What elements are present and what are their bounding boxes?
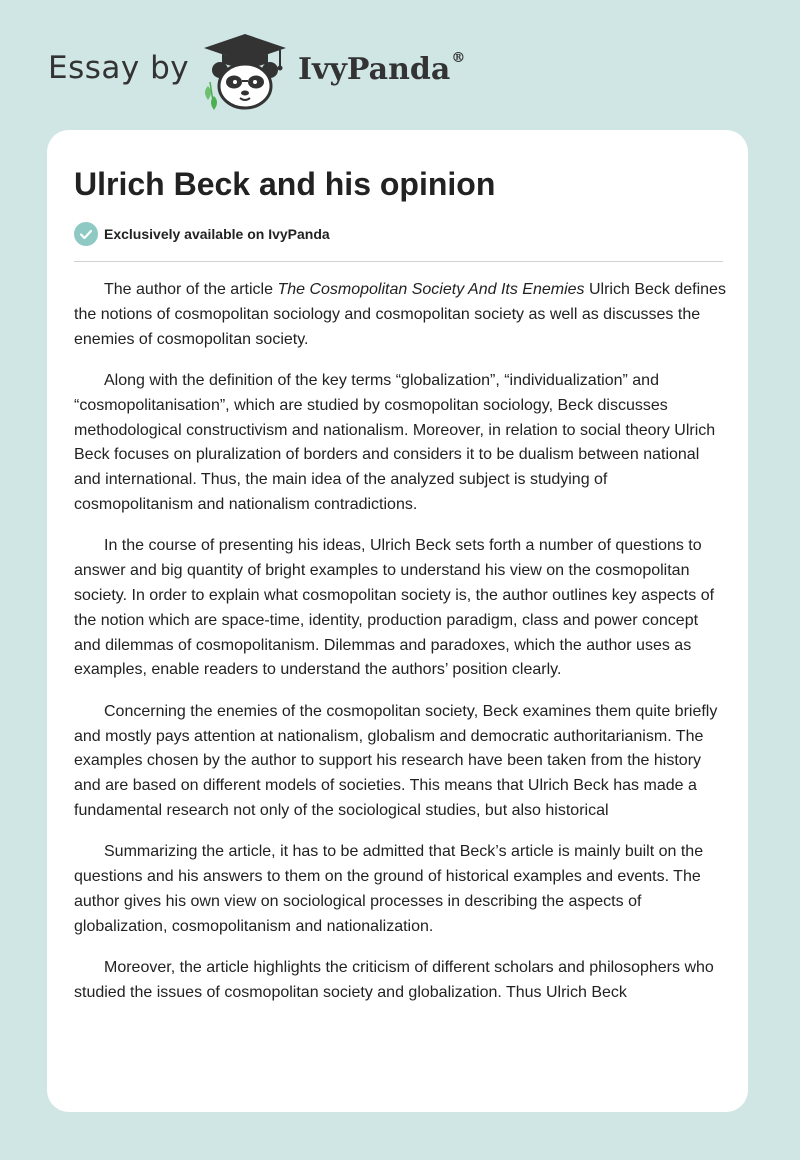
title-divider [74, 261, 723, 262]
paragraph: Along with the definition of the key terms “globalization”, “individualization” and “cosmopolitanisation”, which are studied by cosmopolitan sociology, Beck discusses methodological constructivism and nationalism. Moreover, in relation to social theory Ulrich Beck focuses on pluralization of borders and considers it to be dualism between national and international. Thus, the main idea of the analyzed subject is studying of cosmopolitanism and nationalism contradictions. [74, 371, 716, 513]
exclusive-badge-label: Exclusively available on IvyPanda [104, 226, 330, 242]
paragraph: Concerning the enemies of the cosmopolitan society, Beck examines them quite briefly and mostly pays attention at nationalism, globalism and democratic authoritarianism. The examples chosen by the author to support his research have been taken from the history and are based on different models of societies. This means that Ulrich Beck has made a fundamental research not only of the sociological studies, but also historical [74, 702, 718, 819]
paragraph: Moreover, the article highlights the criticism of different scholars and philosophers who studied the issues of cosmopolitan society and globalization. Thus Ulrich Beck [74, 959, 714, 1001]
brand-text: IvyPanda [298, 52, 451, 87]
registered-mark: ® [451, 50, 466, 66]
panda-logo-icon[interactable] [200, 30, 290, 110]
paragraph [74, 278, 726, 352]
essay-body [74, 278, 726, 1022]
essay-card [47, 130, 748, 1112]
paragraph: Summarizing the article, it has to be admitted that Beck’s article is mainly built on the questions and his answers to them on the ground of historical examples and events. The author gives his own view on sociological processes in describing the aspects of globalization, cosmopolitanism and nationalization. [74, 843, 704, 935]
brand-name[interactable] [298, 52, 465, 87]
essay-by-label: Essay by [48, 50, 190, 86]
check-circle-icon [74, 222, 98, 246]
essay-title: Ulrich Beck and his opinion [74, 166, 496, 202]
site-header [0, 0, 800, 128]
article-title-reference: The Cosmopolitan Society And Its Enemies [277, 281, 585, 298]
paragraph-text: Ulrich Beck defines the notions of cosmopolitan sociology and cosmopolitan society as well as discusses the enemies of cosmopolitan society. [74, 281, 726, 348]
exclusive-badge [74, 222, 330, 246]
paragraph: In the course of presenting his ideas, Ulrich Beck sets forth a number of questions to answer and big quantity of bright examples to understand his view on the cosmopolitan society. In order to explain what cosmopolitan society is, the author outlines key aspects of the notion which are space-time, identity, production paradigm, class and power concept and dilemmas of cosmopolitanism. Dilemmas and paradoxes, which the author uses as examples, enable readers to understand the authors’ position clearly. [74, 537, 715, 679]
paragraph-text: The author of the article [104, 281, 278, 298]
